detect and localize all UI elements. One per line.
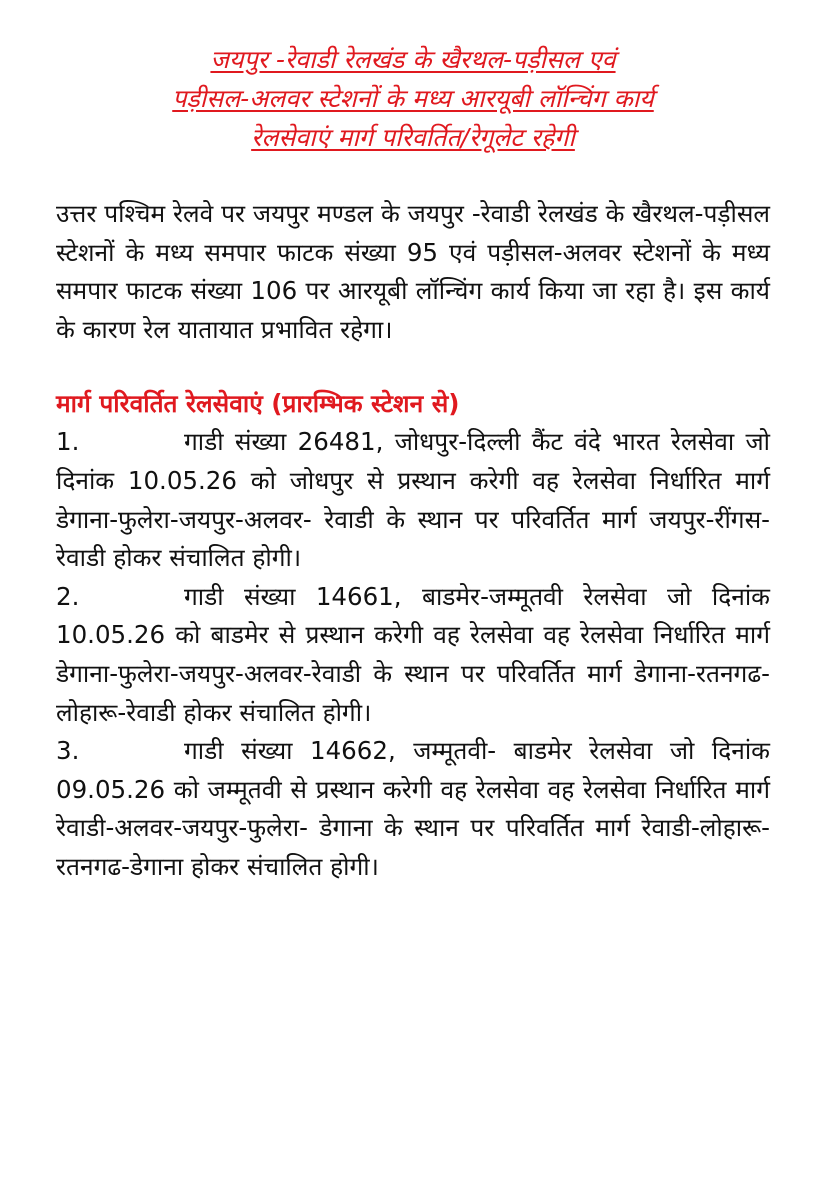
item-number: 2.: [56, 581, 80, 611]
title-line-2: पड़ीसल-अलवर स्टेशनों के मध्य आरयूबी लॉन्चिंग कार्य: [172, 84, 654, 113]
item-number: 3.: [56, 736, 80, 766]
item-number: 1.: [56, 427, 80, 457]
list-item: [56, 578, 770, 732]
section-heading: मार्ग परिवर्तित रेलसेवाएं (प्रारम्भिक स्टेशन से): [56, 389, 460, 419]
title-line-3: रेलसेवाएं मार्ग परिवर्तित/रेगूलेट रहेगी: [251, 123, 575, 152]
intro-paragraph: उत्तर पश्चिम रेलवे पर जयपुर मण्डल के जयपुर -रेवाडी रेलखंड के खैरथल-पड़ीसल स्टेशनों के मध्य समपार फाटक संख्या 95 एवं पड़ीसल-अलवर स्टेशनों के मध्य समपार फाटक संख्या 106 पर आरयूबी लॉन्चिंग कार्य किया जा रहा है। इस कार्य के कारण रेल यातायात प्रभावित रहेगा।: [56, 199, 770, 344]
item-text: गाडी संख्या 14661, बाडमेर-जम्मूतवी रेलसेवा जो दिनांक 10.05.26 को बाडमेर से प्रस्थान करेगी वह रेलसेवा वह रेलसेवा निर्धारित मार्ग डेगाना-फुलेरा-जयपुर-अलवर-रेवाडी के स्थान पर परिवर्तित मार्ग डेगाना-रतनगढ-लोहारू-रेवाडी होकर संचालित होगी।: [56, 581, 770, 727]
list-item: [56, 423, 770, 577]
list-item: [56, 732, 770, 886]
title-line-1: जयपुर -रेवाडी रेलखंड के खैरथल-पड़ीसल एवं: [210, 45, 616, 74]
document-title: [56, 40, 770, 157]
item-text: गाडी संख्या 14662, जम्मूतवी- बाडमेर रेलसेवा जो दिनांक 09.05.26 को जम्मूतवी से प्रस्थान करेगी वह रेलसेवा वह रेलसेवा निर्धारित मार्ग रेवाडी-अलवर-जयपुर-फुलेरा- डेगाना के स्थान पर परिवर्तित मार्ग रेवाडी-लोहारू-रतनगढ-डेगाना होकर संचालित होगी।: [56, 736, 770, 881]
item-text: गाडी संख्या 26481, जोधपुर-दिल्ली कैंट वंदे भारत रेलसेवा जो दिनांक 10.05.26 को जोधपुर से प्रस्थान करेगी वह रेलसेवा निर्धारित मार्ग डेगाना-फुलेरा-जयपुर-अलवर- रेवाडी के स्थान पर परिवर्तित मार्ग जयपुर-रींगस-रेवाडी होकर संचालित होगी।: [56, 427, 770, 573]
